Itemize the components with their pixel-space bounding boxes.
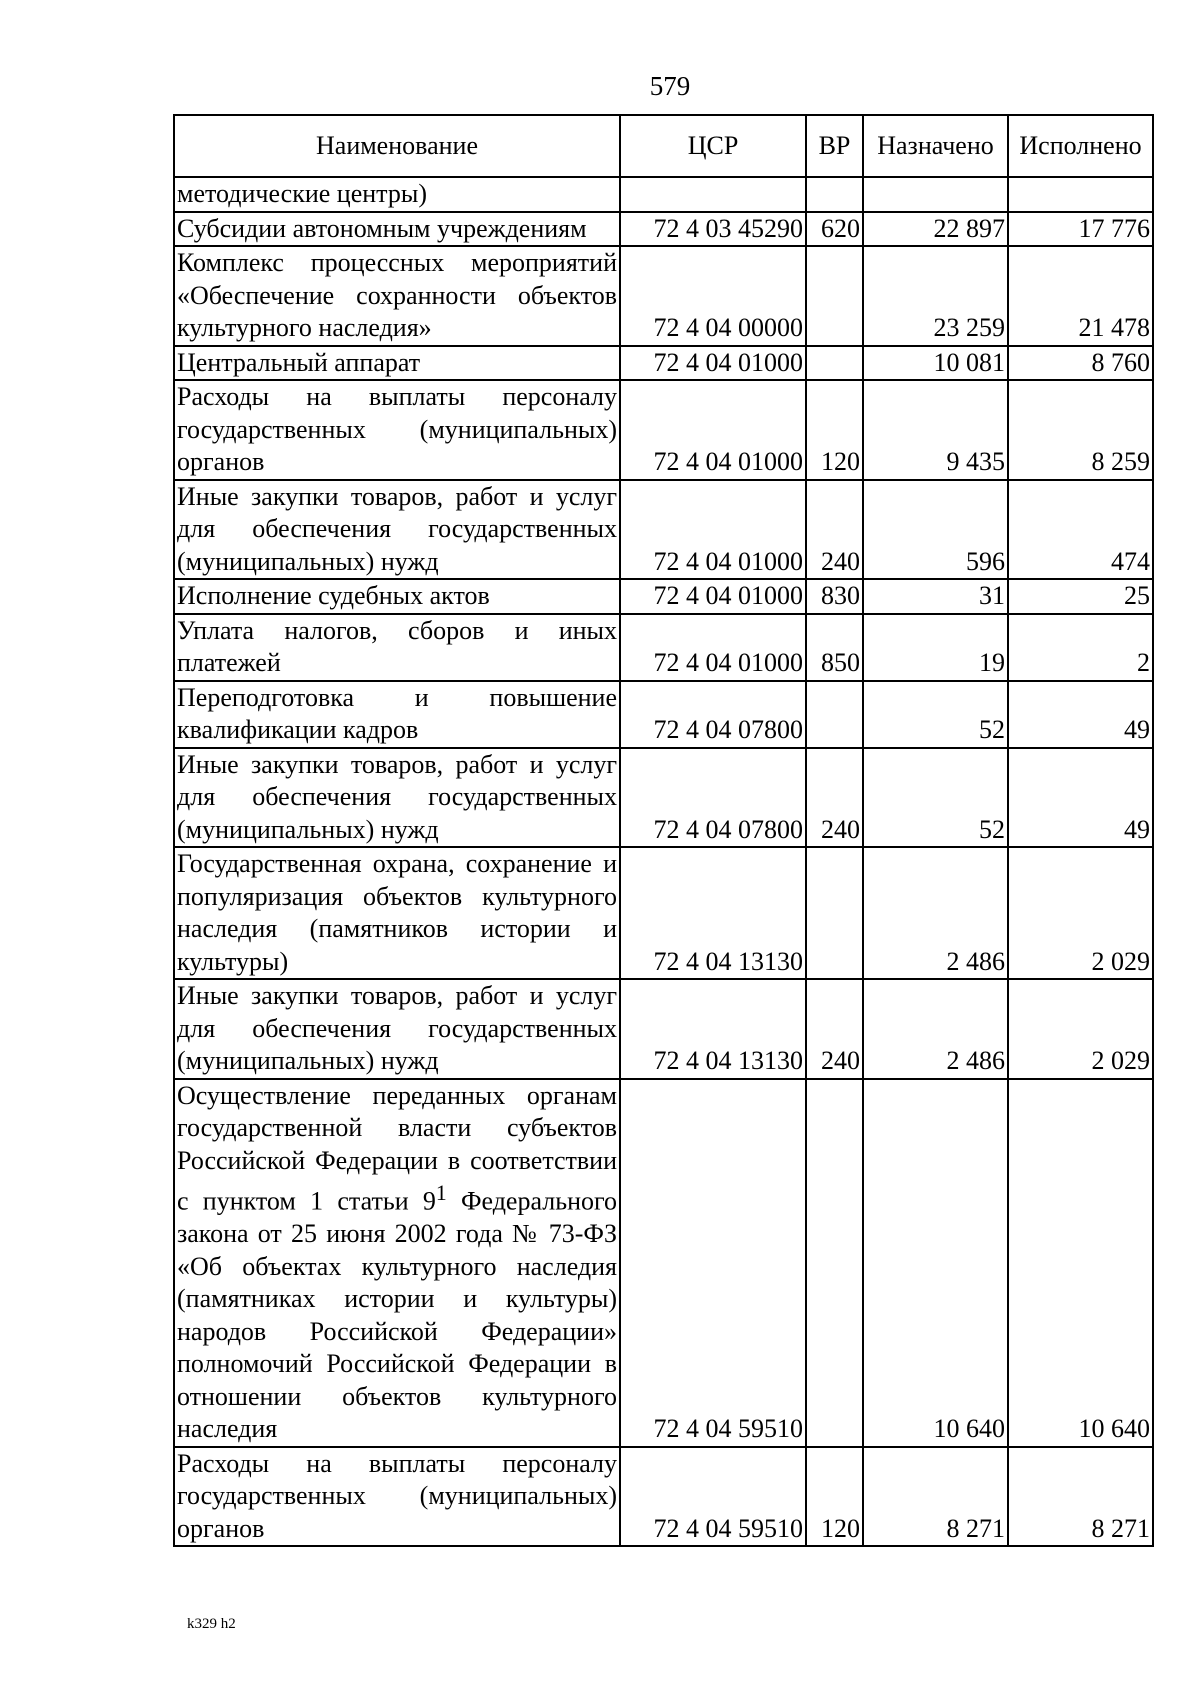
row-csr: 72 4 04 59510 xyxy=(620,1079,806,1447)
row-vr: 850 xyxy=(806,614,863,681)
row-vr: 240 xyxy=(806,480,863,580)
table-row xyxy=(174,1079,1153,1447)
row-assigned: 23 259 xyxy=(863,246,1008,346)
table-row xyxy=(174,847,1153,979)
row-name: Субсидии автономным учреждениям xyxy=(174,212,620,247)
row-assigned: 9 435 xyxy=(863,380,1008,480)
row-csr: 72 4 04 13130 xyxy=(620,847,806,979)
row-executed: 2 029 xyxy=(1008,847,1153,979)
row-assigned: 19 xyxy=(863,614,1008,681)
table-row xyxy=(174,212,1153,247)
row-name: Уплата налогов, сборов и иных платежей xyxy=(174,614,620,681)
row-assigned: 31 xyxy=(863,579,1008,614)
row-executed: 8 259 xyxy=(1008,380,1153,480)
budget-table xyxy=(173,114,1154,1547)
row-assigned: 52 xyxy=(863,681,1008,748)
row-assigned: 596 xyxy=(863,480,1008,580)
row-executed: 10 640 xyxy=(1008,1079,1153,1447)
row-name: Иные закупки товаров, работ и услуг для обеспечения государственных (муниципальных) нужд xyxy=(174,748,620,848)
row-name: методические центры) xyxy=(174,177,620,212)
row-vr xyxy=(806,346,863,381)
superscript-mark: 1 xyxy=(435,1181,447,1205)
row-assigned xyxy=(863,177,1008,212)
row-name: Расходы на выплаты персоналу государственных (муниципальных) органов xyxy=(174,1447,620,1547)
table-row xyxy=(174,681,1153,748)
row-csr: 72 4 04 01000 xyxy=(620,380,806,480)
row-csr xyxy=(620,177,806,212)
row-vr xyxy=(806,246,863,346)
row-csr: 72 4 04 01000 xyxy=(620,579,806,614)
header-csr: ЦСР xyxy=(620,115,806,177)
table-row xyxy=(174,579,1153,614)
row-vr xyxy=(806,177,863,212)
row-vr xyxy=(806,847,863,979)
row-csr: 72 4 04 01000 xyxy=(620,480,806,580)
row-assigned: 52 xyxy=(863,748,1008,848)
table-row xyxy=(174,177,1153,212)
footer-code: k329 h2 xyxy=(187,1616,236,1632)
row-assigned: 10 081 xyxy=(863,346,1008,381)
row-vr: 120 xyxy=(806,380,863,480)
row-name-part: Осуществление переданных органам государственной власти субъектов Российской Федерации в соответствии с пунктом 1 статьи 9 xyxy=(177,1080,617,1216)
row-executed: 17 776 xyxy=(1008,212,1153,247)
row-vr xyxy=(806,681,863,748)
row-vr: 240 xyxy=(806,748,863,848)
header-assigned: Назначено xyxy=(863,115,1008,177)
row-name: Комплекс процессных мероприятий «Обеспечение сохранности объектов культурного наследия» xyxy=(174,246,620,346)
row-csr: 72 4 04 07800 xyxy=(620,681,806,748)
row-name: Центральный аппарат xyxy=(174,346,620,381)
row-assigned: 2 486 xyxy=(863,847,1008,979)
row-executed: 49 xyxy=(1008,681,1153,748)
row-name: Государственная охрана, сохранение и популяризация объектов культурного наследия (памятников истории и культуры) xyxy=(174,847,620,979)
row-vr: 830 xyxy=(806,579,863,614)
row-csr: 72 4 04 59510 xyxy=(620,1447,806,1547)
header-vr: ВР xyxy=(806,115,863,177)
table-row xyxy=(174,246,1153,346)
row-vr xyxy=(806,1079,863,1447)
row-name: Расходы на выплаты персоналу государственных (муниципальных) органов xyxy=(174,380,620,480)
table-row xyxy=(174,1447,1153,1547)
row-assigned: 8 271 xyxy=(863,1447,1008,1547)
row-vr: 120 xyxy=(806,1447,863,1547)
row-name: Иные закупки товаров, работ и услуг для обеспечения государственных (муниципальных) нужд xyxy=(174,979,620,1079)
table-row xyxy=(174,748,1153,848)
header-name: Наименование xyxy=(174,115,620,177)
row-csr: 72 4 04 00000 xyxy=(620,246,806,346)
table-row xyxy=(174,480,1153,580)
row-executed: 2 xyxy=(1008,614,1153,681)
row-executed: 21 478 xyxy=(1008,246,1153,346)
page-number: 579 xyxy=(649,71,691,101)
row-name: Исполнение судебных актов xyxy=(174,579,620,614)
row-name-part: Федерального закона от 25 июня 2002 года № 73-ФЗ «Об объектах культурного наследия (памятниках истории и культуры) народов Российской Федерации» полномочий Российской Федерации в отношении объектов культурного наследия xyxy=(177,1186,617,1444)
table-row xyxy=(174,346,1153,381)
row-executed: 8 271 xyxy=(1008,1447,1153,1547)
row-assigned: 2 486 xyxy=(863,979,1008,1079)
row-executed: 49 xyxy=(1008,748,1153,848)
table-row xyxy=(174,380,1153,480)
row-executed: 25 xyxy=(1008,579,1153,614)
row-vr: 620 xyxy=(806,212,863,247)
row-name: Иные закупки товаров, работ и услуг для обеспечения государственных (муниципальных) нужд xyxy=(174,480,620,580)
row-csr: 72 4 04 01000 xyxy=(620,346,806,381)
table-row xyxy=(174,614,1153,681)
row-csr: 72 4 04 13130 xyxy=(620,979,806,1079)
row-assigned: 22 897 xyxy=(863,212,1008,247)
row-executed xyxy=(1008,177,1153,212)
row-vr: 240 xyxy=(806,979,863,1079)
row-name xyxy=(174,1079,620,1447)
table-row xyxy=(174,979,1153,1079)
row-csr: 72 4 03 45290 xyxy=(620,212,806,247)
row-executed: 474 xyxy=(1008,480,1153,580)
table-header-row xyxy=(174,115,1153,177)
row-csr: 72 4 04 01000 xyxy=(620,614,806,681)
row-csr: 72 4 04 07800 xyxy=(620,748,806,848)
row-name: Переподготовка и повышение квалификации кадров xyxy=(174,681,620,748)
row-assigned: 10 640 xyxy=(863,1079,1008,1447)
row-executed: 2 029 xyxy=(1008,979,1153,1079)
header-executed: Исполнено xyxy=(1008,115,1153,177)
row-executed: 8 760 xyxy=(1008,346,1153,381)
